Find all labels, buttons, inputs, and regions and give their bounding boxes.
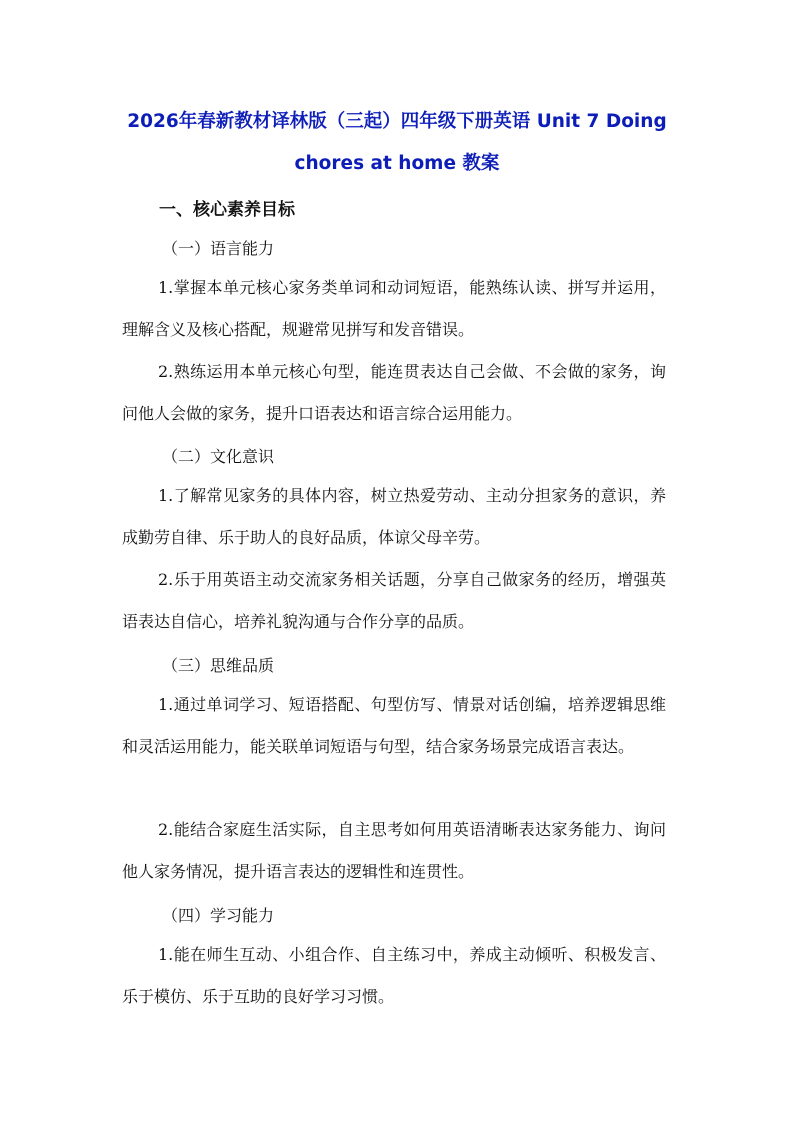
subsection-heading-language: （一）语言能力 [162,239,275,258]
paragraph-language-1: 1.掌握本单元核心家务类单词和动词短语，能熟练认读、拼写并运用，理解含义及核心搭配，规避常见拼写和发音错误。 [122,278,666,339]
paragraph-thinking-2: 2.能结合家庭生活实际，自主思考如何用英语清晰表达家务能力、询问他人家务情况，提升语言表达的逻辑性和连贯性。 [122,820,666,881]
section-heading: 一、核心素养目标 [159,200,295,220]
subsection-heading-learning: （四）学习能力 [162,906,275,925]
subsection-heading-thinking: （三）思维品质 [162,656,275,675]
subsection-heading-culture: （二）文化意识 [162,447,275,466]
paragraph-language-2: 2.熟练运用本单元核心句型，能连贯表达自己会做、不会做的家务，询问他人会做的家务，提升口语表达和语言综合运用能力。 [122,362,666,423]
paragraph-culture-1: 1.了解常见家务的具体内容，树立热爱劳动、主动分担家务的意识，养成勤劳自律、乐于助人的良好品质，体谅父母辛劳。 [122,486,666,547]
paragraph-learning-1: 1.能在师生互动、小组合作、自主练习中，养成主动倾听、积极发言、乐于模仿、乐于互助的良好学习习惯。 [122,945,666,1006]
paragraph-thinking-1: 1.通过单词学习、短语搭配、句型仿写、情景对话创编，培养逻辑思维和灵活运用能力，能关联单词短语与句型，结合家务场景完成语言表达。 [122,695,666,756]
document-title-line-1: 2026年春新教材译林版（三起）四年级下册英语 Unit 7 Doing [127,111,667,132]
document-title-line-2: chores at home 教案 [294,153,500,174]
paragraph-culture-2: 2.乐于用英语主动交流家务相关话题，分享自己做家务的经历，增强英语表达自信心，培养礼貌沟通与合作分享的品质。 [122,570,666,631]
